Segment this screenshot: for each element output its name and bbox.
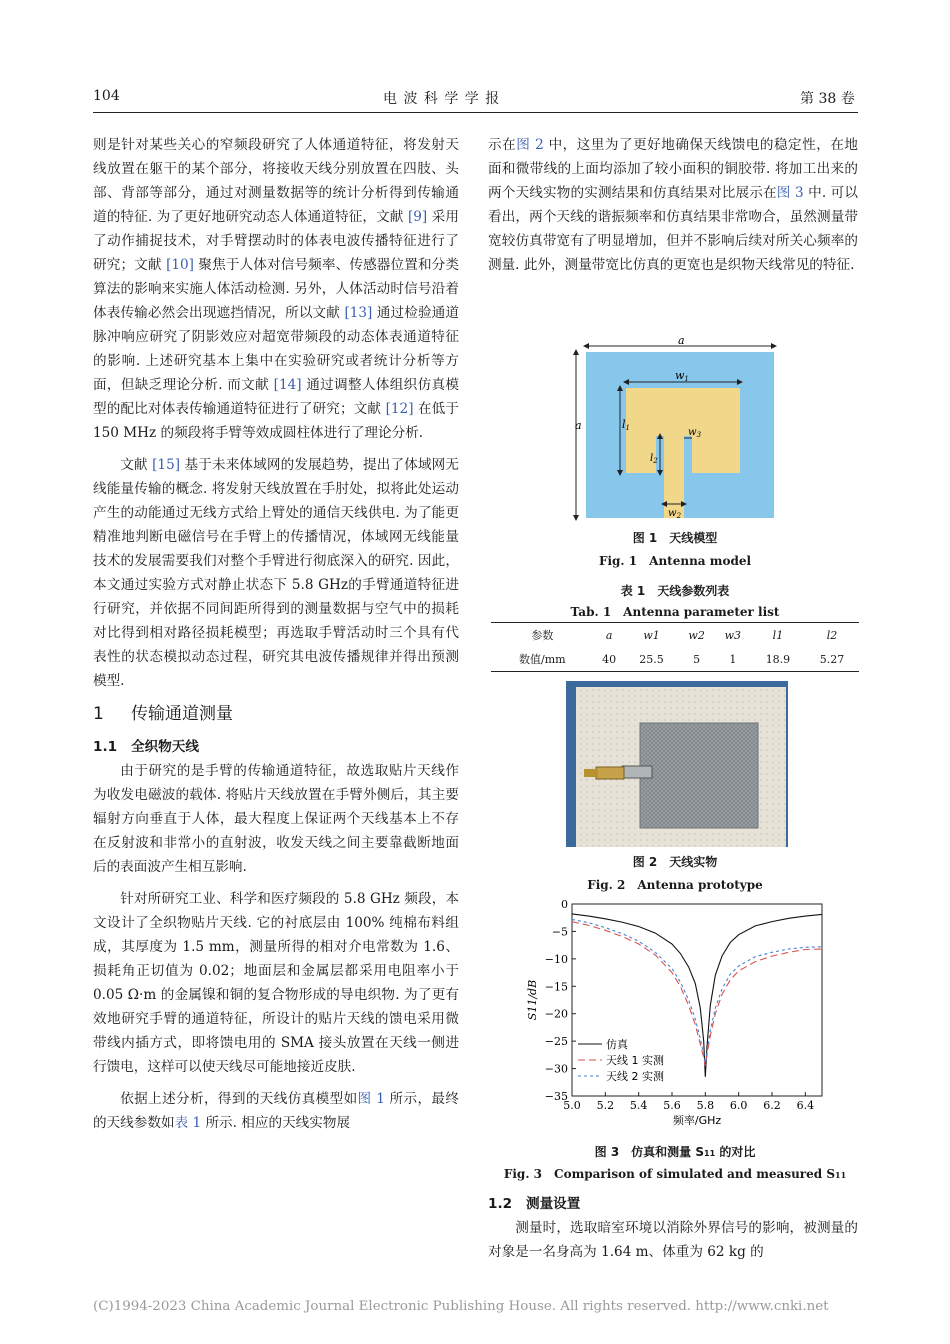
fig2-caption-en: Fig. 2 Antenna prototype: [587, 878, 763, 892]
x-tick-label: 5.6: [663, 1099, 681, 1112]
copyright-footer: (C)1994-2023 China Academic Journal Electronic Publishing House. All rights reserved. http://www.cnki.net: [93, 1299, 829, 1314]
inset-slot-right: [684, 436, 692, 473]
table-cell: 18.9: [751, 647, 805, 672]
page-number: 104: [93, 88, 120, 104]
paragraph: 针对所研究工业、科学和医疗频段的 5.8 GHz 频段，本文设计了全织物贴片天线. 它的衬底层由 100% 纯棉布料组成，其厚度为 1.5 mm，测量所得的相对介电常数为 1.6、损耗角正切值为 0.02；地面层和金属层都采用电阻率小于 0.05 Ω·m 的金属镍和铜的复合物形成的导电织物. 为了更有效地研究手臂的通道特征，所设计的贴片天线的馈电采用微带线内插方式，即将馈电用的 SMA 接头放置在天线一侧进行馈电，这样可以使天线尽可能地接近皮肤.: [93, 891, 459, 1075]
legend-label: 仿真: [606, 1038, 628, 1051]
text-run: 所示，最终的天线参数如: [93, 1091, 459, 1131]
x-axis-label: 频率/GHz: [672, 1114, 722, 1127]
y-tick-label: −30: [544, 1062, 568, 1076]
label-l1: l1: [622, 418, 630, 432]
paragraph: [93, 133, 459, 445]
table-cell: w3: [715, 623, 751, 648]
label-a-top: a: [678, 336, 685, 347]
table-cell: 25.5: [625, 647, 679, 672]
label-l2: $l_2$: [650, 453, 658, 465]
subsection-number: 1.2: [488, 1196, 513, 1212]
label-w3: $w_3$: [688, 427, 702, 439]
paragraph: 测量时，选取暗室环境以消除外界信号的影响，被测量的对象是一名身高为 1.64 m、体重为 62 kg 的: [488, 1220, 858, 1260]
table-cell: 5.27: [805, 647, 859, 672]
fig2-caption-cn: 图 2 天线实物: [632, 855, 718, 869]
header-rule: [93, 112, 858, 113]
table-cell: 5: [679, 647, 715, 672]
citation-link[interactable]: [13]: [344, 305, 373, 321]
table-cell: 1: [715, 647, 751, 672]
left-column: [93, 133, 459, 1135]
table-cell: w2: [679, 623, 715, 648]
right-column-text: [488, 133, 858, 277]
x-tick-label: 5.4: [629, 1099, 648, 1112]
caption-text: Fig. 3 Comparison of simulated and measured S: [503, 1167, 835, 1181]
param-name: w1: [643, 628, 660, 642]
subsection-heading: [93, 735, 459, 759]
text-run: 采用了动作捕捉技术，对手臂摆动时的体表电波传播特征进行了研究；文献: [93, 209, 459, 273]
y-tick-label: 0: [561, 898, 568, 911]
text-run: 则是针对某些关心的窄频段研究了人体通道特征，将发射天线放置在躯干的某个部分，将接收天线分别放置在四肢、头部、背部等部分，通过对测量数据等的统计分析得到传输通道的特征. 为了更好地研究动态人体通道特征，文献: [93, 137, 459, 225]
fig1-caption-cn: 图 1 天线模型: [632, 531, 718, 545]
fig3-caption-cn: [491, 1143, 859, 1160]
text-run: 聚焦于人体对信号频率、传感器位置和分类算法的影响来实施人体活动检测. 另外，人体活动时信号沿着体表传输必然会出现遮挡情况，所以文献: [93, 257, 459, 321]
sma-connector: [596, 767, 624, 779]
conductive-patch: [640, 723, 758, 828]
figure-link[interactable]: 图 3: [776, 185, 804, 201]
paragraph: [488, 133, 858, 277]
label-w2: $w_2$: [668, 508, 682, 520]
subsection-title: 测量设置: [526, 1196, 581, 1212]
figure-link[interactable]: 图 2: [516, 137, 544, 153]
citation-link[interactable]: [10]: [166, 257, 194, 273]
table-row: [491, 623, 859, 648]
fig1-caption-en: Fig. 1 Antenna model: [598, 554, 752, 568]
subsection-title: 全织物天线: [131, 739, 199, 755]
table-cell: l2: [805, 623, 859, 648]
citation-link[interactable]: [14]: [273, 377, 302, 393]
text-run: 通过检验通道脉冲响应研究了阴影效应对超宽带频段的动态体表通道特征的影响. 上述研究基本上集中在实验研究或者统计分析等方面，但缺乏理论分析. 而文献: [93, 305, 459, 393]
table1-caption-cn: 表 1 天线参数列表: [620, 584, 730, 598]
s11-chart: [522, 896, 832, 1136]
table-cell: a: [594, 623, 625, 648]
text-run: 在低于 150 MHz 的频段将手臂等效成圆柱体进行了理论分析.: [93, 401, 459, 441]
x-tick-label: 6.4: [796, 1099, 815, 1112]
y-tick-label: −25: [544, 1035, 568, 1049]
subsection-heading: [488, 1192, 858, 1216]
paragraph: 由于研究的是手臂的传输通道特征，故选取贴片天线作为收发电磁波的载体. 将贴片天线放置在手臂外侧后，其主要辐射方向垂直于人体，最大程度上保证两个天线基本上不存在反射波和非常小的直射波，收发天线之间主要靠截断地面后的表面波产生相互影响.: [93, 763, 459, 875]
sma-pin: [584, 769, 598, 777]
legend-label: 天线 2 实测: [606, 1070, 664, 1083]
x-tick-label: 6.2: [763, 1099, 781, 1112]
legend-label: 天线 1 实测: [606, 1054, 664, 1067]
table-row: [491, 647, 859, 672]
table-cell: [625, 623, 679, 648]
antenna-model-figure: [560, 336, 790, 526]
x-tick-label: 6.0: [729, 1099, 748, 1112]
caption-subscript: 11: [704, 1149, 716, 1158]
paragraph: [93, 1087, 459, 1135]
text-run: 中，这里为了更好地确保天线馈电的稳定性，在地面和微带线的上面均添加了较小面积的铜胶带. 将加工出来的两个天线实物的实测结果和仿真结果对比展示在: [488, 137, 858, 201]
volume-label: 第 38 卷: [800, 91, 855, 107]
caption-subscript: 11: [835, 1170, 847, 1180]
y-tick-label: −20: [544, 1007, 568, 1021]
section-heading: [93, 701, 459, 727]
x-tick-label: 5.0: [563, 1099, 581, 1112]
text-run: 依据上述分析，得到的天线仿真模型如: [120, 1091, 358, 1107]
parameter-table: [491, 622, 859, 672]
y-tick-label: −35: [544, 1090, 568, 1103]
table1-caption-en: Tab. 1 Antenna parameter list: [570, 605, 780, 619]
text-run: 通过调整人体组织仿真模型的配比对体表传输通道特征进行了研究；文献: [93, 377, 459, 417]
text-run: 基于未来体域网的发展趋势，提出了体域网无线能量传输的概念. 将发射天线放置在手肘处，拟将此处运动产生的动能通过无线方式给上臂处的通信天线供电. 为了能更精准地判断电磁信号在手臂上的传播情况，体域网无线能量技术的发展需要我们对整个手臂进行彻底深入的研究. 因此，本文通过实验方式对静止状态下 5.8 GHz的手臂通道特征进行研究，并依据不同间距所得到的测量数据与空气中的损耗对比得到相对路径损耗模型；再选取手臂活动时三个具有代表性的状态模拟动态过程，研究其电波传播规律并得出预测模型.: [93, 457, 459, 689]
fig3-caption-en: [491, 1165, 859, 1182]
plot-frame: [572, 904, 822, 1096]
citation-link[interactable]: [9]: [407, 209, 428, 225]
y-tick-label: −15: [544, 980, 568, 994]
table-cell: 40: [594, 647, 625, 672]
text-run: 中. 可以看出，两个天线的谐振频率和仿真结果非常吻合，虽然测量带宽较仿真带宽有了明显增加，但并不影响后续对所关心频率的测量. 此外，测量带宽比仿真的更宽也是织物天线常见的特征.: [488, 185, 858, 273]
caption-text: 的对比: [715, 1145, 756, 1159]
citation-link[interactable]: [15]: [152, 457, 181, 473]
table-header-cell: 参数: [491, 623, 594, 648]
text-run: 文献: [120, 457, 153, 473]
table-header-cell: 数值/mm: [491, 647, 594, 672]
right-column-bottom: [488, 1192, 858, 1264]
figure-link[interactable]: 图 1: [357, 1091, 385, 1107]
feed-line: [664, 436, 684, 518]
caption-text: 图 3 仿真和测量 S: [594, 1145, 705, 1159]
antenna-prototype-photo: [566, 681, 788, 847]
y-tick-label: −5: [551, 925, 568, 939]
label-a-left: a: [575, 419, 582, 432]
y-axis-label: S11/dB: [526, 979, 539, 1021]
subsection-number: 1.1: [93, 739, 118, 755]
table-cell: l1: [751, 623, 805, 648]
microstrip-feed: [622, 766, 652, 778]
y-tick-label: −10: [544, 952, 568, 966]
section-number: 1: [93, 704, 104, 724]
journal-title: 电 波 科 学 学 报: [383, 91, 501, 107]
citation-link[interactable]: [12]: [385, 401, 414, 417]
label-w1: w1: [675, 369, 689, 383]
series-line-1: [572, 914, 822, 1077]
text-run: 示在: [488, 137, 517, 153]
x-tick-label: 5.8: [696, 1099, 715, 1112]
x-tick-label: 5.2: [596, 1099, 615, 1112]
table-link[interactable]: 表 1: [174, 1115, 202, 1131]
section-title: 传输通道测量: [131, 704, 233, 724]
text-run: 所示. 相应的天线实物展: [201, 1115, 351, 1131]
paragraph: [93, 453, 459, 693]
